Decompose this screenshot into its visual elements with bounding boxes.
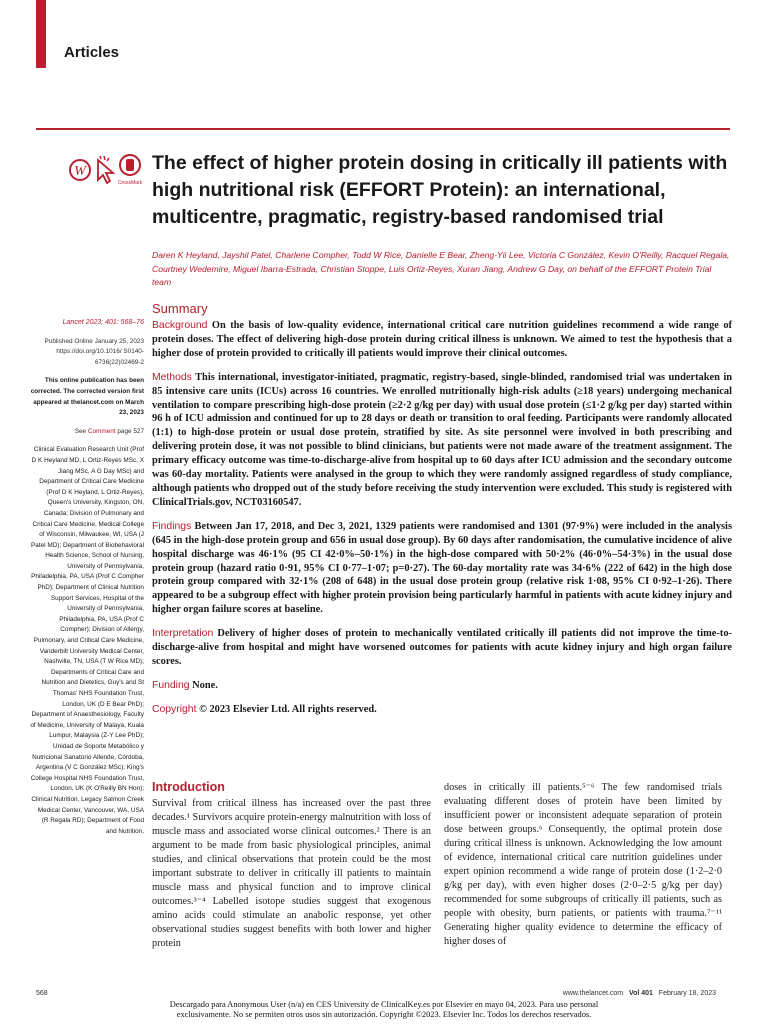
page-number: 568 xyxy=(36,990,48,997)
copyright-text: © 2023 Elsevier Ltd. All rights reserved. xyxy=(196,703,377,715)
article-sidebar xyxy=(30,318,144,837)
summary-section xyxy=(152,300,732,727)
header-accent-bar xyxy=(36,0,46,68)
download-notice xyxy=(0,1000,768,1020)
introduction-heading: Introduction xyxy=(152,780,225,794)
author-affiliations: Clinical Evaluation Research Unit (Prof D K Heyland MD, L Ortiz-Reyes MSc, X Jiang MSc, A G Day MSc) and Department of Critical Care Medicine (Prof D K Heyland, L Ortiz-Reyes), Queen's University, Kingston, ON, Canada; Division of Pulmonary and Critical Care Medicine, Medical College of Wisconsin, Milwaukee, WI, USA (J Patel MD); Department of Biobehavioral Health Science, School of Nursing, University of Pennsylvania, Philadelphia, PA, USA (Prof C Compher PhD); Department of Clinical Nutrition Support Services, Hospital of the University of Pennsylvania, Philadelphia, PA, USA (Prof C Compher); Division of Allergy, Pulmonary, and Critical Care Medicine, Vanderbilt University Medical Center, Nashville, TN, USA (T W Rice MD); Departments of Critical Care and Nutrition and Dietetics, Guy's and St Thomas' NHS Foundation Trust, London, UK (D E Bear PhD); Department of Anaesthesiology, Faculty of Medicine, University of Malaya, Kuala Lumpur, Malaysia (Z-Y Lee PhD); Unidad de Soporte Metabólico y Nutricional Sanatorio Allende, Córdoba, Argentina (V C González MSc); King's College Hospital NHS Foundation Trust, London, UK (K O'Reilly BN Hon); Clinical Nutrition, Legacy Salmon Creek Medical Center, Vancouver, WA, USA (R Regala RD); Department of Food and Nutrition, xyxy=(30,446,144,835)
summary-funding xyxy=(152,679,732,693)
correction-notice: This online publication has been corrected. The corrected version first appeared at thelancet.com on March 23, 2023 xyxy=(30,377,144,417)
funding-text: None. xyxy=(189,679,218,691)
publication-info[interactable]: Published Online January 25, 2023 https://doi.org/10.1016/ S0140-6736(22)02469-2 xyxy=(44,337,144,366)
journal-footer xyxy=(563,990,716,997)
journal-site[interactable]: www.thelancet.com xyxy=(562,990,624,997)
summary-copyright xyxy=(152,703,732,717)
methods-label: Methods xyxy=(152,371,192,383)
journal-volume: Vol 401 xyxy=(628,990,653,997)
comment-reference xyxy=(30,427,144,438)
findings-text: Between Jan 17, 2018, and Dec 3, 2021, 1329 patients were randomised and 1301 (97·9%) were included in the analysis (645 in the high-dose protein group and 656 in usual dose group). By 60 days after randomisation, the cumulative incidence of alive hospital discharge was 46·1% (95 CI 42·0%–50·1%) in the high-dose compared with 50·2% (46·0%–54·3%) in the usual dose protein group (hazard ratio 0·91, 95% CI 0·77–1·07; p=0·27). The 60-day mortality rate was 34·6% (222 of 642) in the high dose protein group compared with 32·1% (208 of 648) in the usual dose protein group (relative risk 1·08, 95% CI 0·92–1·26). There appeared to be a subgroup effect with higher protein provision being particularly harmful in patients with acute kidney injury and higher organ failure scores at baseline. xyxy=(152,520,732,616)
background-label: Background xyxy=(152,320,208,331)
introduction-column-left: Survival from critical illness has increased over the past three decades.¹ Survivors acquire protein-energy malnutrition with loss of muscle mass and associated worse clinical outcomes.² There is an argument to be made from basic physiological principles, animal studies, and clinical observations that protein could be the most important substrate to deliver in critically ill patients to maintain muscle mass and physical function and to improve clinical outcomes.³⁻⁴ Labelled isotope studies suggest that exogenous amino acids could stimulate an anabolic response, yet other observational studies suggest benefits with both lower and higher protein xyxy=(152,798,431,949)
download-notice-line-2: exclusivamente. No se permiten otros usos sin autorización. Copyright ©2023. Elsevier Inc. Todos los derechos reservados. xyxy=(176,1010,592,1019)
comment-link[interactable]: Comment xyxy=(87,427,116,435)
author-list[interactable]: Daren K Heyland, Jayshil Patel, Charlene Compher, Todd W Rice, Danielle E Bear, Zheng-Yii Lee, Victoria C González, Kevin O'Reilly, Racquel Regala, Courtney Wedemire, Miguel Ibarra-Estrada, Christian Stoppe, Luis Ortiz-Reyes, Xuran Jiang, Andrew G Day, on behalf of the EFFORT Protein Trial team xyxy=(152,250,730,287)
summary-background xyxy=(152,319,732,361)
introduction-column-right: doses in critically ill patients.⁵⁻⁶ The few randomised trials evaluating different doses of protein have been limited by insufficient power or inconsistent adequate separation of protein dose between groups.⁶ Consequently, the optimal protein dose during critical illness is unknown. Acknowledging the low amount of evidence, international critical care nutrition guidelines under expert opinion recommend a wide range of protein dose (1·2–2·0 g/kg per day), with even higher doses (2·0–2·5 g/kg per day) recommended for some subgroups of critically ill patients, such as people with obesity, burn patients, or patients with trauma.⁷⁻¹¹ Generating higher quality evidence to determine the efficacy of higher doses of xyxy=(444,782,722,947)
article-title: The effect of higher protein dosing in critically ill patients with high nutritional risk (EFFORT Protein): an international, multicentre, pragmatic, registry-based randomised trial xyxy=(152,152,728,228)
svg-text:W: W xyxy=(74,164,86,179)
article-logos xyxy=(68,150,148,190)
see-suffix: page 527 xyxy=(115,427,144,435)
methods-text: This international, investigator-initiated, pragmatic, registry-based, single-blinded, randomised trial was undertaken in 85 intensive care units (ICUs) across 16 countries. We enrolled nutritionally high-risk adults (≥18 years) undergoing mechanical ventilation to compare prescribing high-dose protein (≥2·2 g/kg per day) with usual dose protein (≤1·2 g/kg per day) started within 96 h of ICU admission and continued for up to 28 days or death or transition to oral feeding. Participants were randomly allocated (1:1) to high-dose protein or usual dose protein, stratified by site. As site personnel were involved in both prescribing and delivering protein dose, it was not possible to blind clinicians, but patients were not made aware of the treatment assignment. The primary efficacy outcome was time-to-discharge-alive from hospital up to 60 days after ICU admission and the secondary outcome was 60-day mortality. Patients were analysed in the group to which they were randomly assigned regardless of study compliance, although patients who dropped out of the study before receiving the study intervention were excluded. This study is registered with ClinicalTrials.gov, NCT03160547. xyxy=(152,371,732,508)
interpretation-label: Interpretation xyxy=(152,628,214,640)
section-label: Articles xyxy=(64,44,120,61)
see-prefix: See xyxy=(74,427,88,435)
copyright-label: Copyright xyxy=(152,703,197,715)
summary-heading: Summary xyxy=(152,301,208,316)
download-notice-line-1: Descargado para Anonymous User (n/a) en CES University de ClinicalKey.es por Elsevier en mayo 04, 2023. Para uso personal xyxy=(169,1000,599,1009)
summary-findings xyxy=(152,520,732,617)
summary-methods xyxy=(152,371,732,510)
background-text: On the basis of low-quality evidence, international critical care nutrition guidelines recommend a wide range of protein doses. The effect of delivering high-dose protein during critical illness is unknown. We aimed to test the hypothesis that a higher dose of protein provided to critically ill patients would improve their clinical outcomes. xyxy=(152,320,732,359)
interpretation-text: Delivery of higher doses of protein to mechanically ventilated critically ill patients did not improve the time-to-discharge-alive from hospital and might have worsened outcomes for patients with acute kidney injury and high organ failure scores. xyxy=(152,628,732,667)
crossmark-label: CrossMark xyxy=(117,180,143,186)
open-access-and-crossmark-icons xyxy=(68,150,148,190)
summary-interpretation xyxy=(152,627,732,669)
header-divider xyxy=(36,128,730,130)
findings-label: Findings xyxy=(152,520,192,532)
funding-label: Funding xyxy=(152,679,190,691)
issue-date: February 18, 2023 xyxy=(658,990,716,997)
citation: Lancet 2023; 401: 568–76 xyxy=(62,319,144,326)
